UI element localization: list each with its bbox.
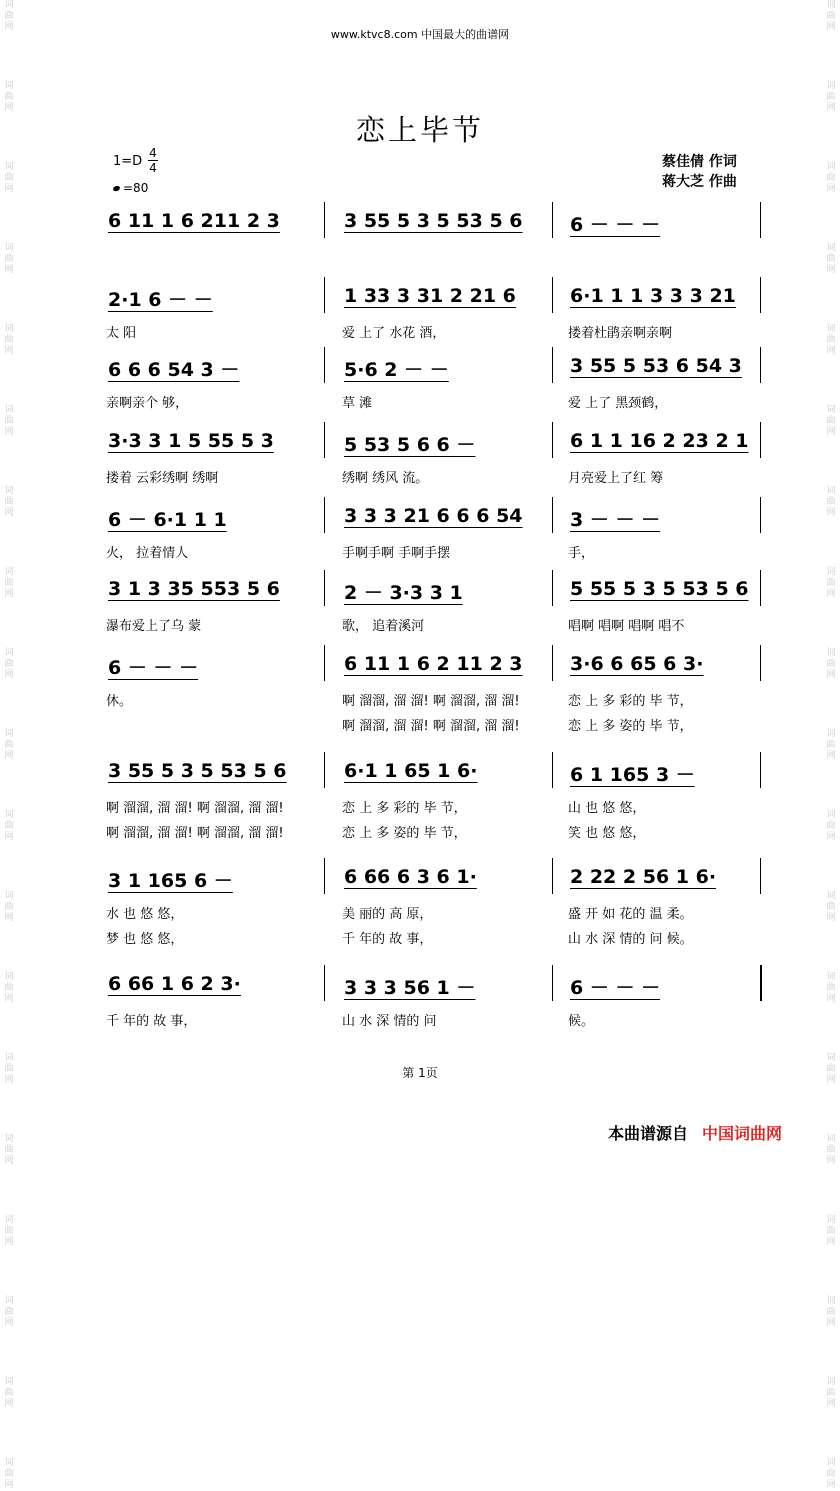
measure-group: 6 － 6·1 1 1 bbox=[108, 509, 227, 531]
watermark-text: 词 曲 网 bbox=[826, 972, 836, 1004]
lyric-segment: 啊 溜溜, 溜 溜! 啊 溜溜, 溜 溜! bbox=[106, 826, 284, 841]
lyric-segment: 爱 上了 黑颈鹤， bbox=[568, 396, 668, 411]
watermark-text: 词 曲 网 bbox=[826, 1134, 836, 1166]
measure-group: 3 55 5 3 5 53 5 6 bbox=[344, 210, 523, 232]
measure-group: 6 － － － bbox=[570, 214, 661, 236]
watermark-text: 词 曲 网 bbox=[4, 1134, 14, 1166]
lyric-segment: 爱 上了 水花 酒， bbox=[342, 326, 446, 341]
barline bbox=[552, 752, 553, 788]
composer-credit: 蒋大芝 作曲 bbox=[662, 174, 737, 190]
measure-group: 6 11 1 6 211 2 3 bbox=[108, 210, 280, 232]
lyric-segment: 美 丽的 高 原， bbox=[342, 907, 433, 922]
measure-group: 6 1 1 16 2 23 2 1 bbox=[570, 430, 749, 452]
score-system bbox=[104, 973, 764, 1033]
barline bbox=[760, 858, 761, 894]
lyric-segment: 太 阳 bbox=[106, 326, 137, 341]
measure-group: 6 1 165 3 － bbox=[570, 764, 695, 786]
lyric-segment: 千 年的 故 事， bbox=[342, 932, 433, 947]
barline bbox=[552, 645, 553, 681]
score-system bbox=[104, 505, 764, 565]
watermark-text: 词 曲 网 bbox=[4, 405, 14, 437]
measure-group: 3 55 5 3 5 53 5 6 bbox=[108, 760, 287, 782]
watermark-text: 词 曲 网 bbox=[4, 972, 14, 1004]
site-header: www.ktvc8.com 中国最大的曲谱网 bbox=[330, 28, 510, 41]
watermark-text: 词 曲 网 bbox=[4, 243, 14, 275]
quarter-note-icon bbox=[112, 185, 120, 192]
barline bbox=[760, 570, 761, 606]
tempo-value: =80 bbox=[123, 181, 149, 195]
lyric-segment: 火， 拉着情人 bbox=[106, 546, 189, 561]
barline bbox=[760, 645, 761, 681]
watermark-text: 词 曲 网 bbox=[826, 1053, 836, 1085]
time-bottom: 4 bbox=[149, 161, 157, 175]
lyric-segment: 唱啊 唱啊 唱啊 唱不 bbox=[568, 619, 685, 634]
measure-group: 6 － － － bbox=[570, 977, 661, 999]
score-system bbox=[104, 866, 764, 947]
lyric-segment: 笑 也 悠 悠， bbox=[568, 826, 646, 841]
lyric-segment: 瀑布爱上了乌 蒙 bbox=[106, 619, 202, 634]
score-system bbox=[104, 653, 764, 734]
watermark-text: 词 曲 网 bbox=[826, 324, 836, 356]
measure-group: 6·1 1 1 3 3 3 21 bbox=[570, 285, 736, 307]
lyric-segment: 山 水 深 情的 问 候。 bbox=[568, 932, 693, 947]
watermark-text: 词 曲 网 bbox=[4, 162, 14, 194]
lyric-segment: 啊 溜溜, 溜 溜! 啊 溜溜, 溜 溜! bbox=[106, 801, 284, 816]
barline bbox=[552, 347, 553, 383]
lyric-segment: 手啊手啊 手啊手摆 bbox=[342, 546, 451, 561]
credits bbox=[662, 152, 737, 192]
time-top: 4 bbox=[149, 146, 157, 160]
watermark-text: 词 曲 网 bbox=[826, 567, 836, 599]
measure-group: 3 3 3 56 1 － bbox=[344, 977, 476, 999]
watermark-text: 词 曲 网 bbox=[826, 891, 836, 923]
barline bbox=[324, 347, 325, 383]
watermark-text: 词 曲 网 bbox=[4, 1215, 14, 1247]
barline bbox=[324, 570, 325, 606]
lyric-segment: 啊 溜溜, 溜 溜! 啊 溜溜, 溜 溜! bbox=[342, 694, 520, 709]
lyric-segment: 手， bbox=[568, 546, 595, 561]
measure-group: 5·6 2 － － bbox=[344, 359, 449, 381]
lyric-segment: 休。 bbox=[106, 694, 133, 709]
watermark-text: 词 曲 网 bbox=[4, 810, 14, 842]
barline bbox=[324, 497, 325, 533]
lyric-segment: 啊 溜溜, 溜 溜! 啊 溜溜, 溜 溜! bbox=[342, 719, 520, 734]
barline bbox=[324, 422, 325, 458]
lyric-segment: 盛 开 如 花的 温 柔。 bbox=[568, 907, 693, 922]
barline bbox=[760, 277, 761, 313]
watermark-text: 词 曲 网 bbox=[826, 1296, 836, 1328]
measure-group: 2 － 3·3 3 1 bbox=[344, 582, 463, 604]
measure-group: 6 6 6 54 3 － bbox=[108, 359, 240, 381]
lyric-segment: 搂着杜鹃亲啊亲啊 bbox=[568, 326, 673, 341]
lyric-segment: 月亮爱上了红 筹 bbox=[568, 471, 664, 486]
lyric-segment: 千 年的 故 事， bbox=[106, 1014, 197, 1029]
tempo-marking bbox=[113, 181, 148, 195]
watermark-text: 词 曲 网 bbox=[826, 1215, 836, 1247]
watermark-text: 词 曲 网 bbox=[826, 81, 836, 113]
score-system bbox=[104, 210, 764, 270]
barline bbox=[324, 965, 325, 1001]
measure-group: 6 66 6 3 6 1· bbox=[344, 866, 477, 888]
lyric-segment: 搂着 云彩绣啊 绣啊 bbox=[106, 471, 219, 486]
lyric-segment: 亲啊亲个 够， bbox=[106, 396, 189, 411]
barline bbox=[324, 752, 325, 788]
barline bbox=[552, 858, 553, 894]
watermark-text: 词 曲 网 bbox=[4, 1377, 14, 1409]
score-system bbox=[104, 578, 764, 638]
lyric-segment: 恋 上 多 姿的 毕 节， bbox=[568, 719, 693, 734]
measure-group: 3 55 5 53 6 54 3 bbox=[570, 355, 742, 377]
barline bbox=[760, 965, 762, 1001]
watermark-text: 词 曲 网 bbox=[826, 1458, 836, 1490]
lyric-segment: 梦 也 悠 悠， bbox=[106, 932, 184, 947]
watermark-text: 词 曲 网 bbox=[826, 648, 836, 680]
measure-group: 5 55 5 3 5 53 5 6 bbox=[570, 578, 749, 600]
measure-group: 3·6 6 65 6 3· bbox=[570, 653, 704, 675]
score-system bbox=[104, 285, 764, 345]
lyric-segment: 恋 上 多 姿的 毕 节， bbox=[342, 826, 467, 841]
barline bbox=[324, 277, 325, 313]
lyric-segment: 歌， 追着溪河 bbox=[342, 619, 425, 634]
barline bbox=[760, 347, 761, 383]
watermark-text: 词 曲 网 bbox=[826, 243, 836, 275]
measure-group: 3 3 3 21 6 6 6 54 bbox=[344, 505, 523, 527]
lyric-segment: 水 也 悠 悠， bbox=[106, 907, 184, 922]
score-system bbox=[104, 355, 764, 415]
lyric-segment: 草 滩 bbox=[342, 396, 373, 411]
song-title: 恋上毕节 bbox=[355, 113, 484, 147]
measure-group: 6 － － － bbox=[108, 657, 199, 679]
watermark-text: 词 曲 网 bbox=[4, 486, 14, 518]
measure-group: 1 33 3 31 2 21 6 bbox=[344, 285, 516, 307]
watermark-text: 词 曲 网 bbox=[4, 81, 14, 113]
watermark-text: 词 曲 网 bbox=[4, 1053, 14, 1085]
barline bbox=[552, 497, 553, 533]
watermark-text: 词 曲 网 bbox=[826, 405, 836, 437]
watermark-text: 词 曲 网 bbox=[826, 162, 836, 194]
time-signature bbox=[148, 146, 158, 175]
measure-group: 6 11 1 6 2 11 2 3 bbox=[344, 653, 523, 675]
watermark-text: 词 曲 网 bbox=[4, 1296, 14, 1328]
lyric-segment: 绣啊 绣风 流。 bbox=[342, 471, 429, 486]
barline bbox=[760, 497, 761, 533]
barline bbox=[552, 422, 553, 458]
watermark-left bbox=[2, 0, 16, 1490]
barline bbox=[324, 645, 325, 681]
barline bbox=[324, 202, 325, 238]
watermark-text: 词 曲 网 bbox=[826, 810, 836, 842]
watermark-text: 词 曲 网 bbox=[4, 567, 14, 599]
watermark-text: 词 曲 网 bbox=[4, 648, 14, 680]
lyricist-credit: 蔡佳倩 作词 bbox=[662, 154, 737, 170]
score-system bbox=[104, 760, 764, 841]
barline bbox=[552, 570, 553, 606]
barline bbox=[552, 965, 553, 1001]
measure-group: 5 53 5 6 6 － bbox=[344, 434, 476, 456]
watermark-text: 词 曲 网 bbox=[826, 486, 836, 518]
lyric-segment: 山 水 深 情的 问 bbox=[342, 1014, 437, 1029]
measure-group: 3 － － － bbox=[570, 509, 661, 531]
watermark-text: 词 曲 网 bbox=[826, 729, 836, 761]
barline bbox=[760, 202, 761, 238]
barline bbox=[552, 277, 553, 313]
measure-group: 3 1 165 6 － bbox=[108, 870, 233, 892]
barline bbox=[760, 752, 761, 788]
lyric-segment: 恋 上 多 彩的 毕 节， bbox=[342, 801, 467, 816]
measure-group: 3·3 3 1 5 55 5 3 bbox=[108, 430, 274, 452]
source-credit bbox=[608, 1121, 782, 1144]
watermark-text: 词 曲 网 bbox=[826, 0, 836, 32]
measure-group: 2·1 6 － － bbox=[108, 289, 213, 311]
lyric-segment: 山 也 悠 悠， bbox=[568, 801, 646, 816]
watermark-text: 词 曲 网 bbox=[4, 729, 14, 761]
watermark-text: 词 曲 网 bbox=[4, 891, 14, 923]
barline bbox=[552, 202, 553, 238]
measure-group: 6·1 1 65 1 6· bbox=[344, 760, 478, 782]
measure-group: 6 66 1 6 2 3· bbox=[108, 973, 241, 995]
lyric-segment: 恋 上 多 彩的 毕 节， bbox=[568, 694, 693, 709]
watermark-text: 词 曲 网 bbox=[826, 1377, 836, 1409]
watermark-text: 词 曲 网 bbox=[4, 324, 14, 356]
key-signature: 1=D bbox=[113, 154, 143, 169]
source-prefix: 本曲谱源自 bbox=[608, 1124, 689, 1143]
score-system bbox=[104, 430, 764, 490]
watermark-right bbox=[824, 0, 838, 1490]
watermark-text: 词 曲 网 bbox=[4, 1458, 14, 1490]
measure-group: 3 1 3 35 553 5 6 bbox=[108, 578, 280, 600]
lyric-segment: 候。 bbox=[568, 1014, 595, 1029]
measure-group: 2 22 2 56 1 6· bbox=[570, 866, 717, 888]
watermark-text: 词 曲 网 bbox=[4, 0, 14, 32]
page-number: 第 1页 bbox=[402, 1066, 438, 1080]
source-brand: 中国词曲网 bbox=[702, 1124, 783, 1143]
barline bbox=[760, 422, 761, 458]
barline bbox=[324, 858, 325, 894]
